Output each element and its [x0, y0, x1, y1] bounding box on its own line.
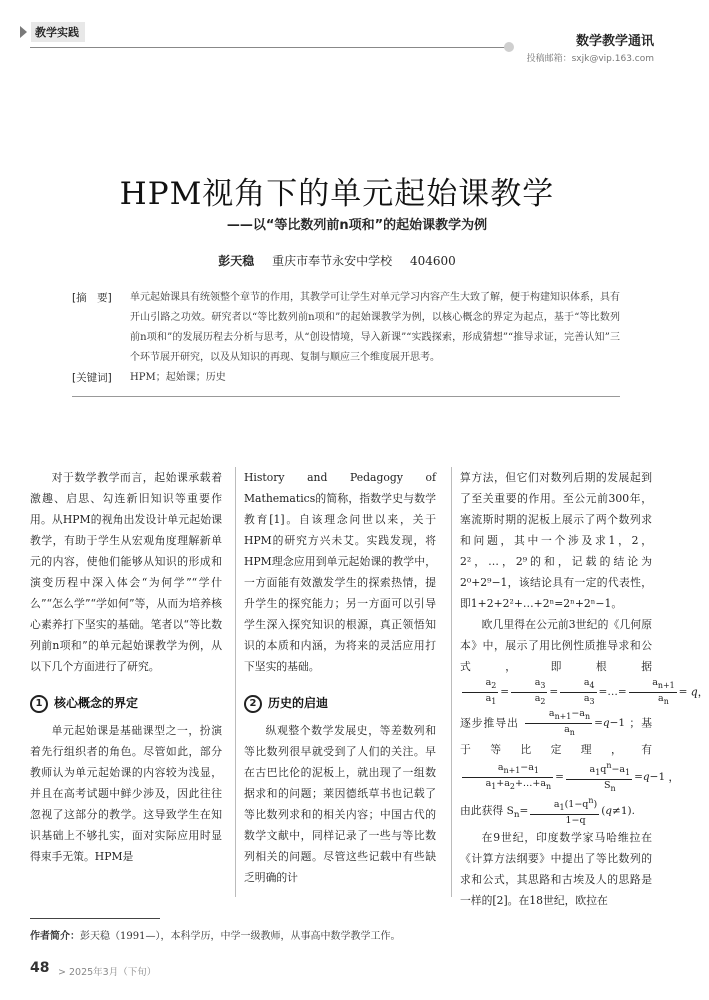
- author-line: [0, 252, 674, 269]
- author-postcode: 404600: [409, 254, 456, 268]
- section-heading-core-concept: [30, 693, 222, 714]
- keywords-row: [72, 368, 620, 388]
- abstract-label: [摘 要]: [72, 292, 112, 304]
- section-title: 历史的启迪: [268, 696, 329, 710]
- submission-email: 投稿邮箱：sxjk@vip.163.com: [526, 54, 654, 64]
- header-rule-ornament: [504, 42, 514, 52]
- journal-header: [527, 30, 654, 64]
- footnote-text: 彭天稳（1991—），本科学历，中学一级教师，从事高中数学教学工作。: [80, 931, 401, 942]
- body-column-2: [244, 467, 436, 888]
- ratio-step-formula: $\frac{a_{n+1}-a_n}{a_n}$ =q−1: [523, 717, 629, 729]
- keywords-label: [关键词]: [72, 372, 112, 384]
- paragraph: 对于数学教学而言，起始课承载着激趣、启思、勾连新旧知识等重要作用。从HPM的视角出发设计单元起始课教学，有助于学生从宏观角度理解新单元的内容，使他们能够从知识的形成和演变历程中深入体会“为何学”“学什么”“怎么学”“学如何”等，从而为培养核心素养打下坚实的基础。笔者以“等比数列前n项和”的单元起始课教学为例，从以下几个方面进行了研究。: [30, 471, 222, 673]
- chevron-right-icon: [20, 26, 27, 38]
- footnote-rule: [30, 918, 160, 919]
- section-number-icon: 2: [244, 695, 262, 713]
- abstract-row: [72, 288, 620, 368]
- abstract-divider: [72, 396, 620, 397]
- ratio-chain-formula: $\frac{a_2}{a_1}$ = $\frac{a_3}{a_2}$ = $\frac{a_4}{a_3}$ =…= $\frac{a_{n+1}}{a_n}$ =: [460, 686, 691, 698]
- article-title: HPM视角下的单元起始课教学: [119, 176, 555, 212]
- section-number-icon: 1: [30, 695, 48, 713]
- column-divider: [235, 467, 236, 897]
- article-subtitle: ——以“等比数列前n项和”的起始课教学为例: [226, 218, 488, 233]
- paragraph: 单元起始课是基础课型之一，扮演着先行组织者的角色。尽管如此，部分教师认为单元起始课的内容较为浅显，并且在高考试题中鲜少涉及，因此往往忽视了这部分的教学。这导致学生在知识基础上不够扎实，面对实际应用时显得束手无策。HPM是: [30, 724, 222, 863]
- author-footnote: [30, 927, 400, 942]
- section-header: [20, 22, 85, 42]
- footnote-label: 作者简介：: [30, 931, 80, 942]
- paragraph: History and Pedagogy of Mathematics的简称，指数学史与数学教育[1]。自该理念问世以来，关于HPM的研究方兴未艾。实践发现，将HPM理念应用到单元起始课的教学中，一方面能有效激发学生的探索热情，提升学生的探究能力；另一方面可以引导学生深入探究知识的根源，真正领悟知识的本质和内涵，为将来的灵活应用打下坚实的基础。: [244, 471, 436, 673]
- sum-formula: $S_n=$ $\frac{a_1(1-q^n)}{1-q}$ (q≠1).: [506, 795, 635, 826]
- paragraph: 在9世纪，印度数学家马哈维拉在《计算方法纲要》中提出了等比数列的求和公式，其思路和古埃及人的思路是一样的[2]。在18世纪，欧拉在: [460, 830, 652, 907]
- page-number: 48: [30, 960, 50, 976]
- body-column-1: [30, 467, 222, 867]
- section-title: 核心概念的界定: [54, 696, 139, 710]
- author-name: 彭天稳: [218, 254, 255, 268]
- author-affiliation: 重庆市奉节永安中学校: [272, 254, 393, 268]
- paragraph: 算方法，但它们对数列后期的发展起到了至关重要的作用。至公元前300年，塞流斯时期的泥板上展示了两个数列求和问题，其中一个涉及求1，2，2²，…，2⁹的和，记载的结论为2⁰+2⁹−1，该结论具有一定的代表性，即1+2+2²+…+2ⁿ=2ⁿ+2ⁿ−1。: [460, 471, 652, 610]
- journal-name: 数学教学通讯: [575, 34, 654, 49]
- paragraph: 纵观整个数学发展史，等差数列和等比数列很早就受到了人们的关注。早在古巴比伦的泥板上，就出现了一组数据求和的问题；莱因德纸草书也记载了等比数列求和的相关内容；中国古代的数学文献中，同样记录了一些与等比数列相关的问题。尽管这些记载中有些缺乏明确的计: [244, 724, 436, 884]
- column-divider: [451, 467, 452, 897]
- body-column-3: [460, 467, 709, 911]
- paragraph-with-formulas: 欧几里得在公元前3世纪的《几何原本》中，展示了用比例性质推导求和公式，即根据 $\frac{a_2}{a_1}$ = $\frac{a_3}{a_2}$ = $\frac{a_4}{a_3}$ =…= $\frac{a_{n+1}}{a_n}$ = q，逐步推导出 $\frac{a_{n+1}-a_n}{a_n}$ =q−1 ；基于等比定理，有 $\frac{a_{n+1}-a_1}{a_1+a_2+\dots+a_n}$ = $\frac{a_1q^n-a_1}{S_n}$ =q−1 ，由此获得 $S_n=$ $\frac{a_1(1-q^n)}{1-q}$ (q≠1).: [460, 618, 709, 826]
- abstract-text: 单元起始课具有统领整个章节的作用，其教学可让学生对单元学习内容产生大致了解，便于构建知识体系，具有开山引路之功效。研究者以“等比数列前n项和”的起始课教学为例，以核心概念的界定为起点，基于“等比数列前n项和”的发展历程去分析与思考，从“创设情境，导入新课”“实践探索，形成猜想”“推导求证，完善认知”三个环节展开研究，以及从知识的再现、复制与顺应三个维度展开思考。: [130, 292, 620, 363]
- abstract-block: [72, 288, 620, 397]
- keywords-text: HPM；起始课；历史: [130, 372, 226, 383]
- ratio-theorem-formula: $\frac{a_{n+1}-a_1}{a_1+a_2+\dots+a_n}$ = $\frac{a_1q^n-a_1}{S_n}$ =q−1: [460, 771, 668, 783]
- issue-date: > 2025年3月（下旬）: [58, 967, 157, 978]
- header-rule: [30, 47, 506, 48]
- section-label: 教学实践: [31, 22, 85, 42]
- section-heading-history: [244, 693, 436, 714]
